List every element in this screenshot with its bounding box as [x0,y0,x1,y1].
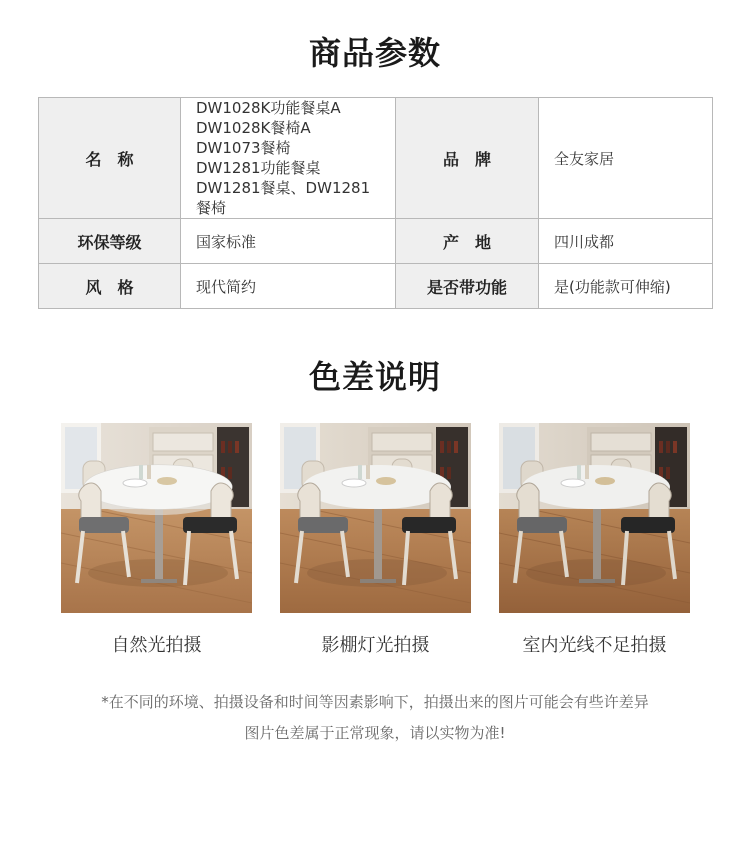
dining-set-illustration [499,423,690,613]
name-line: DW1281功能餐桌 [196,159,321,177]
function-label: 是否带功能 [396,264,539,309]
table-row [39,264,713,309]
name-label: 名 称 [85,149,134,169]
photo-caption-dim: 室内光线不足拍摄 [522,635,667,656]
name-label-cell [39,98,181,219]
table-row [39,219,713,264]
name-line: DW1028K功能餐桌A [196,99,341,117]
brand-label: 品 牌 [442,149,491,169]
name-line: DW1073餐椅 [196,139,291,157]
name-value-cell [181,98,396,219]
name-line: DW1028K餐椅A [196,119,311,137]
color-section-title: 色差说明 [308,358,441,396]
dining-set-illustration [61,423,252,613]
origin-value: 四川成都 [539,219,713,264]
product-photo-natural [61,423,252,613]
brand-label-cell [396,98,539,219]
table-row [39,98,713,219]
eco-label: 环保等级 [39,219,181,264]
params-section-title: 商品参数 [308,34,441,72]
color-difference-note: *在不同的环境、拍摄设备和时间等因素影响下，拍摄出来的图片可能会有些许差异 [101,693,649,711]
function-value: 是(功能款可伸缩) [539,264,713,309]
dining-set-illustration [280,423,471,613]
brand-value: 全友家居 [539,98,713,219]
params-table [38,97,713,309]
photo-caption-natural: 自然光拍摄 [111,635,202,656]
photo-caption-studio: 影棚灯光拍摄 [321,635,430,656]
name-line: DW1281餐桌、DW1281餐椅 [196,179,371,217]
product-photo-studio [280,423,471,613]
color-difference-note-2: 图片色差属于正常现象，请以实物为准! [244,724,506,742]
style-value: 现代简约 [181,264,396,309]
style-label: 风 格 [39,264,181,309]
origin-label: 产 地 [396,219,539,264]
eco-value: 国家标准 [181,219,396,264]
product-photo-dim [499,423,690,613]
